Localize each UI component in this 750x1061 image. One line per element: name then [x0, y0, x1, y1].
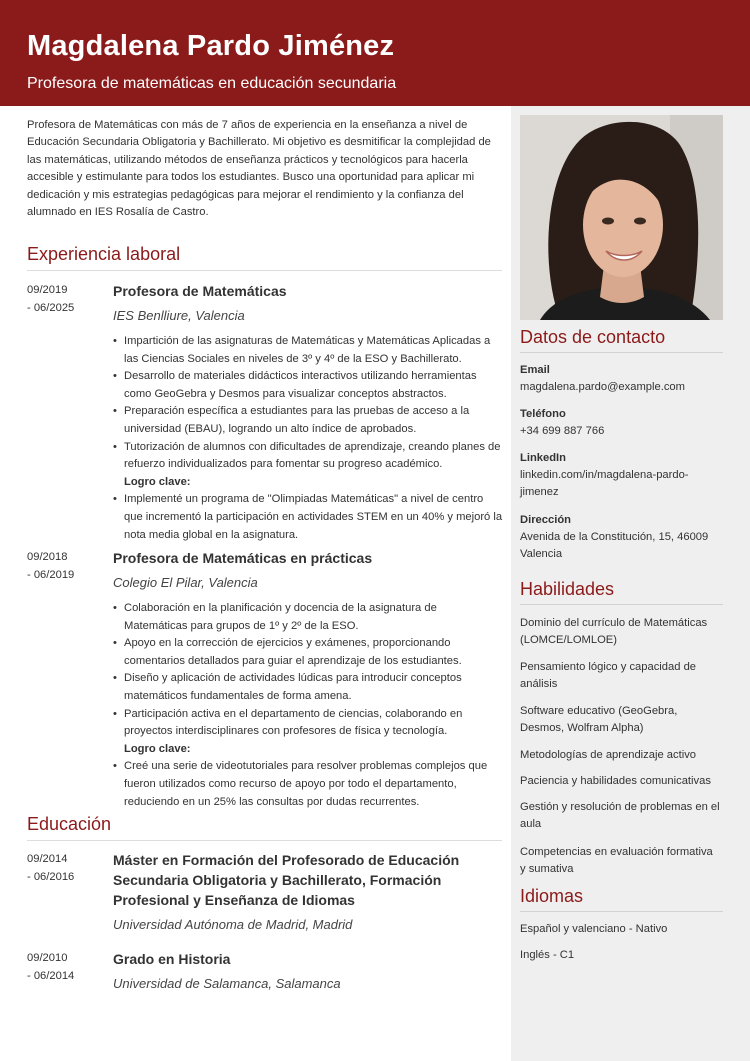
- skills-heading: Habilidades: [520, 579, 615, 599]
- date-start: 09/2018: [27, 551, 68, 563]
- skill-item: Metodologías de aprendizaje activo: [520, 749, 697, 761]
- entry-role: Profesora de Matemáticas en prácticas: [113, 550, 373, 566]
- achievement-label: Logro clave:: [124, 475, 191, 488]
- date-end: - 06/2025: [27, 302, 75, 314]
- address-value: Avenida de la Constitución, 15, 46009 Valencia: [520, 531, 709, 561]
- section-divider: [27, 270, 502, 271]
- date-end: - 06/2014: [27, 970, 75, 982]
- education-school: Universidad Autónoma de Madrid, Madrid: [113, 917, 353, 932]
- profile-summary: Profesora de Matemáticas con más de 7 años de experiencia en la enseñanza a nivel de Educación Secundaria Obligatoria y Bachillerato. Mi objetivo es desmitificar la complejidad de las matemáticas, utilizando métodos de enseñanza prácticos y tecnológicos para hacerla accesible y estimulante para todos los estudiantes. Busco una oportunidad para aplicar mi dedicación y mis estrategias pedagógicas para mejorar el rendimiento y la confianza del alumnado en IES Rosalía de Castro.: [27, 119, 491, 219]
- language-item: Inglés - C1: [520, 949, 575, 961]
- phone-label: Teléfono: [520, 408, 566, 420]
- date-start: 09/2019: [27, 284, 68, 296]
- skill-item: Pensamiento lógico y capacidad de análisis: [520, 661, 697, 691]
- list-item: • Desarrollo de materiales didácticos interactivos utilizando herramientas como GeoGebra y Desmos para visualizar conceptos abstractos.: [113, 368, 503, 403]
- contact-heading: Datos de contacto: [520, 327, 666, 347]
- entry-bullets: [113, 333, 503, 474]
- linkedin-label: LinkedIn: [520, 452, 566, 464]
- skill-item: Dominio del currículo de Matemáticas (LOMCE/LOMLOE): [520, 617, 708, 647]
- education-school: Universidad de Salamanca, Salamanca: [113, 976, 341, 991]
- candidate-name: Magdalena Pardo Jiménez: [27, 30, 395, 62]
- languages-heading: Idiomas: [520, 886, 584, 906]
- email-label: Email: [520, 364, 550, 376]
- date-end: - 06/2019: [27, 569, 75, 581]
- achievement-item: • Implementé un programa de "Olimpiadas Matemáticas" a nivel de centro que incrementó la participación en actividades STEM en un 40% y mejoró la nota media global en la asignatura.: [113, 491, 503, 544]
- skill-item: Paciencia y habilidades comunicativas: [520, 775, 711, 787]
- entry-content: [113, 548, 503, 811]
- date-start: 09/2014: [27, 853, 68, 865]
- entry-role: Profesora de Matemáticas: [113, 283, 287, 299]
- header-banner: [0, 0, 750, 106]
- phone-value[interactable]: +34 699 887 766: [520, 425, 605, 437]
- entry-content: [113, 281, 503, 544]
- list-item: • Tutorización de alumnos con dificultades de aprendizaje, creando planes de refuerzo individualizados para fomentar su progreso académico.: [113, 439, 503, 474]
- email-value[interactable]: magdalena.pardo@example.com: [520, 381, 685, 393]
- list-item: • Preparación específica a estudiantes para las pruebas de acceso a la universidad (EBAU), logrando un alto índice de aprobados.: [113, 403, 503, 438]
- entry-dates: [27, 949, 107, 985]
- address-label: Dirección: [520, 514, 571, 526]
- section-divider: [520, 352, 723, 353]
- entry-organization: IES Benlliure, Valencia: [113, 308, 245, 323]
- list-item: • Colaboración en la planificación y docencia de la asignatura de Matemáticas para grupos de 1º y 2º de la ESO.: [113, 600, 503, 635]
- education-degree: Grado en Historia: [113, 951, 231, 967]
- entry-dates: [27, 548, 107, 584]
- date-end: - 06/2016: [27, 871, 75, 883]
- skill-item: Competencias en evaluación formativa y sumativa: [520, 846, 713, 876]
- skill-item: Gestión y resolución de problemas en el aula: [520, 801, 720, 831]
- entry-organization: Colegio El Pilar, Valencia: [113, 575, 258, 590]
- list-item: • Participación activa en el departamento de ciencias, colaborando en proyectos interdisciplinares con profesores de física y tecnología.: [113, 706, 503, 741]
- achievement-list: [113, 758, 503, 811]
- experience-heading: Experiencia laboral: [27, 244, 181, 264]
- education-degree: Máster en Formación del Profesorado de Educación Secundaria Obligatoria y Bachillerato, Formación Profesional y Enseñanza de Idiomas: [113, 852, 460, 908]
- linkedin-value[interactable]: linkedin.com/in/magdalena-pardo-jimenez: [520, 469, 689, 499]
- section-divider: [27, 840, 502, 841]
- section-divider: [520, 911, 723, 912]
- education-heading: Educación: [27, 814, 112, 834]
- entry-content: [113, 850, 503, 934]
- language-item: Español y valenciano - Nativo: [520, 923, 668, 935]
- entry-bullets: [113, 600, 503, 741]
- list-item: • Apoyo en la corrección de ejercicios y exámenes, proporcionando comentarios detallados para guiar el aprendizaje de los estudiantes.: [113, 635, 503, 670]
- skill-item: Software educativo (GeoGebra, Desmos, Wolfram Alpha): [520, 705, 678, 735]
- job-title: Profesora de matemáticas en educación secundaria: [27, 75, 397, 92]
- list-item: • Diseño y aplicación de actividades lúdicas para introducir conceptos matemáticos fundamentales de forma amena.: [113, 670, 503, 705]
- achievement-item: • Creé una serie de videotutoriales para resolver problemas complejos que fueron utilizados como recurso de apoyo por todo el departamento, reduciendo en un 25% las consultas por dudas recurrentes.: [113, 758, 503, 811]
- entry-content: [113, 949, 503, 993]
- section-divider: [520, 604, 723, 605]
- entry-dates: [27, 281, 107, 317]
- date-start: 09/2010: [27, 952, 68, 964]
- profile-photo: [520, 115, 723, 320]
- achievement-label: Logro clave:: [124, 742, 191, 755]
- list-item: • Impartición de las asignaturas de Matemáticas y Matemáticas Aplicadas a las Ciencias Sociales en niveles de 3º y 4º de la ESO y Bachillerato.: [113, 333, 503, 368]
- achievement-list: [113, 491, 503, 544]
- entry-dates: [27, 850, 107, 886]
